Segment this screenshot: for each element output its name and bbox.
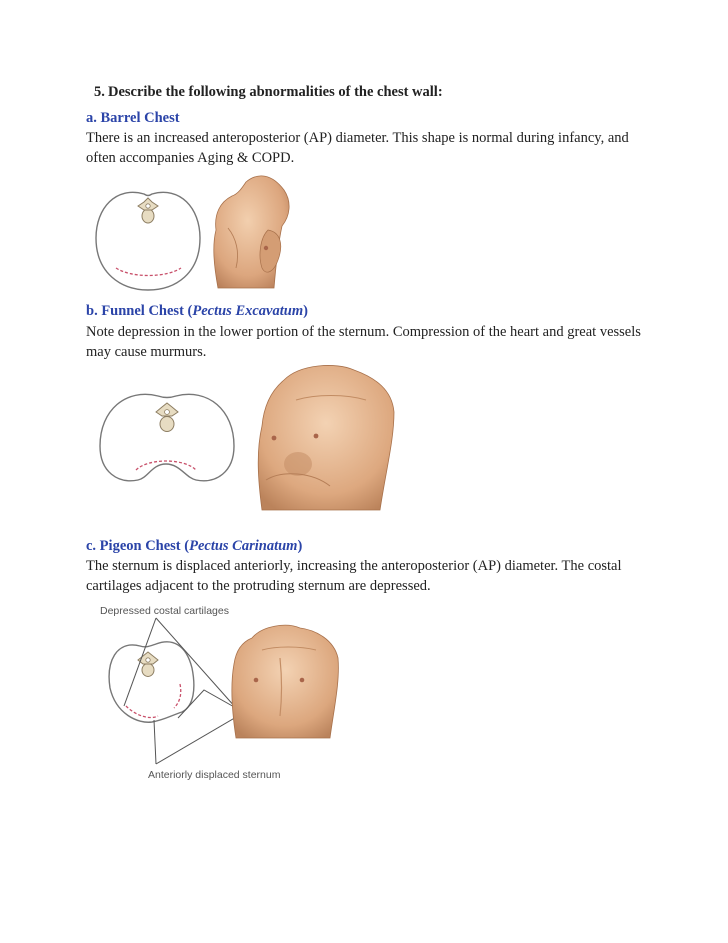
pigeon-chest-figure xyxy=(86,598,346,788)
barrel-cross-section xyxy=(96,192,200,290)
section-a-line2: often accompanies Aging & COPD. xyxy=(86,150,295,166)
funnel-torso-illustration xyxy=(258,365,394,510)
section-b-label-prefix: b. Funnel Chest ( xyxy=(86,303,193,319)
pigeon-cross-section xyxy=(109,642,194,722)
section-c-line2: cartilages adjacent to the protruding sternum are depressed. xyxy=(86,578,431,594)
section-c-body xyxy=(86,556,646,596)
section-c-line1: The sternum is displaced anteriorly, increasing the anteroposterior (AP) diameter. The costal xyxy=(86,558,622,574)
funnel-cross-section xyxy=(100,394,234,480)
section-c-label-italic: Pectus Carinatum xyxy=(189,538,298,554)
depressed-costal-label: Depressed costal cartilages xyxy=(100,605,229,617)
section-b-line1: Note depression in the lower portion of the sternum. Compression of the heart and great vessels xyxy=(86,324,641,340)
barrel-chest-figure xyxy=(86,168,326,298)
section-b-label-suffix: ) xyxy=(303,303,308,319)
question-number: 5. xyxy=(94,84,105,100)
section-b-heading xyxy=(86,303,308,320)
section-b-line2: may cause murmurs. xyxy=(86,344,207,360)
funnel-chest-figure xyxy=(86,360,406,532)
section-c-label-suffix: ) xyxy=(297,538,303,554)
section-a-heading: a. Barrel Chest xyxy=(86,110,180,126)
section-c-heading xyxy=(86,538,302,555)
section-a-line1: There is an increased anteroposterior (AP) diameter. This shape is normal during infancy, and xyxy=(86,130,629,146)
section-b-label-italic: Pectus Excavatum xyxy=(192,303,304,319)
section-b-body xyxy=(86,322,646,362)
pigeon-torso-illustration xyxy=(232,625,339,738)
section-c-label-prefix: c. Pigeon Chest ( xyxy=(86,538,190,554)
barrel-torso-illustration xyxy=(214,176,289,288)
question-title: Describe the following abnormalities of the chest wall: xyxy=(108,84,443,100)
displaced-sternum-label: Anteriorly displaced sternum xyxy=(148,769,281,781)
section-a-body xyxy=(86,128,646,168)
